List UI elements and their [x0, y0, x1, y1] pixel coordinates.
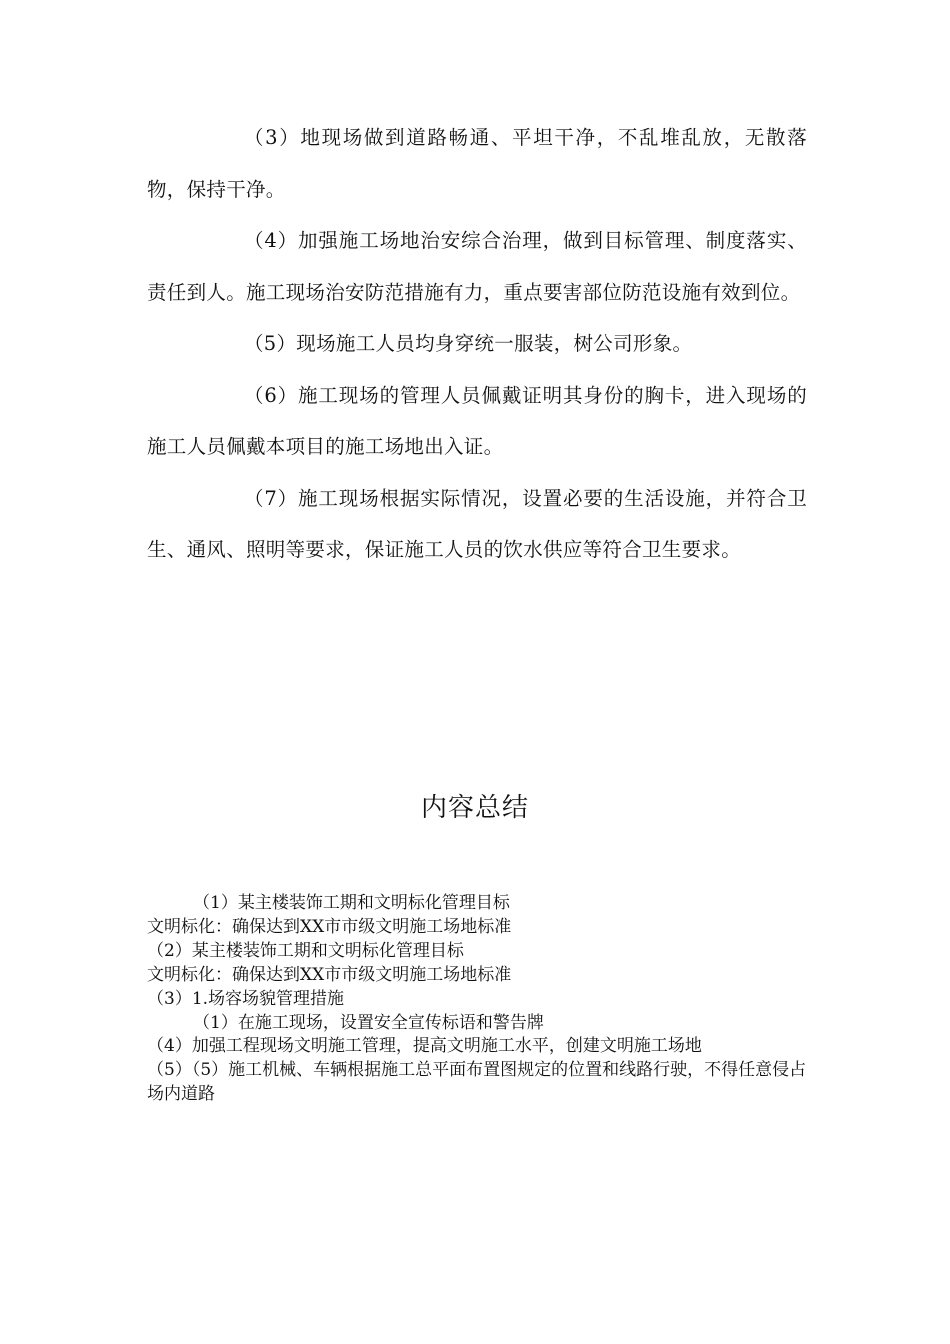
summary-line: （2）某主楼装饰工期和文明标化管理目标 — [147, 940, 464, 961]
summary-title: 内容总结 — [420, 793, 529, 823]
summary-line: （5）（5）施工机械、车辆根据施工总平面布置图规定的位置和线路行驶，不得任意侵占场内道路 — [147, 1060, 807, 1105]
summary-line: （1）在施工现场，设置安全宣传标语和警告牌 — [193, 1012, 544, 1033]
summary-line: （1）某主楼装饰工期和文明标化管理目标 — [193, 893, 510, 913]
body-text — [147, 112, 807, 576]
summary-line: （4）加强工程现场文明施工管理，提高文明施工水平，创建文明施工场地 — [147, 1036, 702, 1057]
paragraph-7: （7）施工现场根据实际情况，设置必要的生活设施，并符合卫生、通风、照明等要求，保证施工人员的饮水供应等符合卫生要求。 — [147, 486, 807, 561]
paragraph-5: （5）现场施工人员均身穿统一服装，树公司形象。 — [244, 332, 693, 355]
summary-line: 文明标化：确保达到XX市市级文明施工场地标准 — [147, 916, 512, 937]
summary-list — [147, 892, 807, 1107]
paragraph-3: （3）地现场做到道路畅通、平坦干净，不乱堆乱放，无散落物，保持干净。 — [147, 126, 807, 201]
summary-line: （3）1.场容场貌管理措施 — [147, 988, 345, 1009]
summary-line: 文明标化：确保达到XX市市级文明施工场地标准 — [147, 964, 512, 985]
paragraph-4: （4）加强施工场地治安综合治理，做到目标管理、制度落实、责任到人。施工现场治安防范措施有力，重点要害部位防范设施有效到位。 — [147, 229, 807, 304]
paragraph-6: （6）施工现场的管理人员佩戴证明其身份的胸卡，进入现场的施工人员佩戴本项目的施工场地出入证。 — [147, 383, 807, 458]
